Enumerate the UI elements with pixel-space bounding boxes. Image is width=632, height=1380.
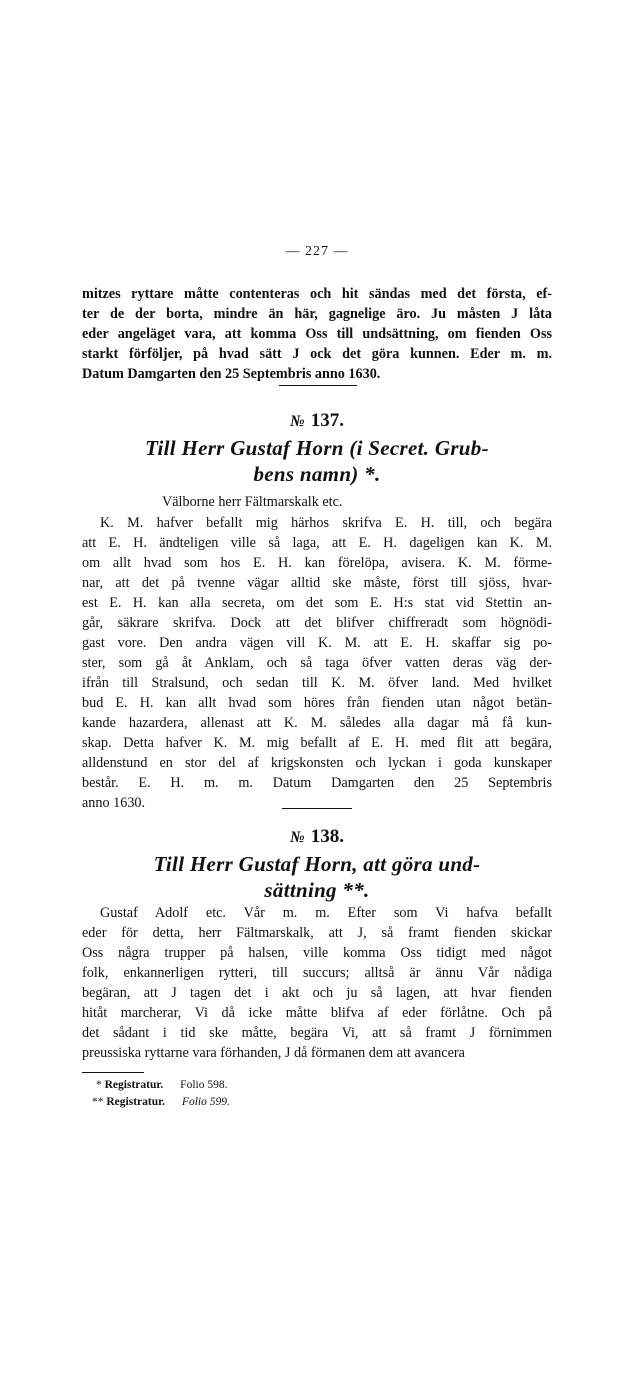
text-line: hitåt marcherar, Vi då icke måtte blifva af eder förlåtne. Och på bbox=[82, 1005, 552, 1021]
text-line: det sådant i tid ske måtte, begära Vi, att så framt J förnimmen bbox=[82, 1025, 552, 1041]
footnote-folio: Folio 598. bbox=[180, 1079, 228, 1091]
letter-138-heading bbox=[82, 851, 552, 903]
text-line: består. E. H. m. m. Datum Damgarten den 25 Septembris bbox=[82, 775, 552, 791]
text-line: ster, som gå åt Anklam, och så taga öfver vatten deras väg der- bbox=[82, 655, 552, 671]
letter-number: 138. bbox=[310, 826, 344, 847]
footnote-divider bbox=[82, 1072, 144, 1073]
heading-line: sättning **. bbox=[264, 878, 370, 902]
letter-137-body bbox=[82, 513, 552, 813]
text-line: anno 1630. bbox=[82, 795, 146, 811]
text-line: Datum Damgarten den 25 Septembris anno 1630. bbox=[82, 366, 381, 382]
letter-137-heading bbox=[82, 435, 552, 487]
text-line: kande hazardera, allenast att K. M. således alla dagar må få kun- bbox=[82, 715, 552, 731]
footnote bbox=[92, 1094, 230, 1111]
numero-sign: № bbox=[290, 829, 305, 846]
text-line: folk, enkannerligen rytteri, till succurs; alltså är ännu Vår nådiga bbox=[82, 965, 552, 981]
text-line: alldenstund en stor del af krigskonsten och lyckan i goda kunskaper bbox=[82, 755, 552, 771]
text-line: eder angeläget vara, att komma Oss till undsättning, om fienden Oss bbox=[82, 326, 552, 342]
text-line: Oss några trupper på halsen, ville komma Oss tidigt med något bbox=[82, 945, 552, 961]
text-line: begäran, att J tagen det i akt och ju så lagen, att hvar fienden bbox=[82, 985, 552, 1001]
text-line: nar, att det på tvenne vägar alltid ske måste, först till sjöss, hvar- bbox=[82, 575, 552, 591]
text-line: att E. H. ändteligen ville så laga, att E. H. dageligen kan K. M. bbox=[82, 535, 552, 551]
text-line: gast vore. Den andra vägen vill K. M. att E. H. skaffar sig po- bbox=[82, 635, 552, 651]
footnote-mark: ** bbox=[92, 1096, 104, 1108]
page-number: — 227 — bbox=[285, 244, 349, 259]
footnote-label: Registratur. bbox=[106, 1096, 166, 1108]
intro-paragraph bbox=[82, 284, 552, 384]
letter-number: 137. bbox=[310, 410, 344, 431]
text-line: går, säkrare skrifva. Dock att det blifver chiffreradt som högnödi- bbox=[82, 615, 552, 631]
footnote-folio: Folio 599. bbox=[181, 1096, 230, 1108]
footnote-label: Registratur. bbox=[104, 1079, 164, 1091]
heading-line: Till Herr Gustaf Horn (i Secret. Grub- bbox=[145, 436, 489, 460]
text-line: bud E. H. kan allt hvad som höres från fienden utan något betän- bbox=[82, 695, 552, 711]
text-line: eder för detta, herr Fältmarskalk, att J, så framt fienden skickar bbox=[82, 925, 552, 941]
text-line: starkt förföljer, på hvad sätt J ock det göra kunnen. Eder m. m. bbox=[82, 346, 552, 362]
section-divider bbox=[282, 808, 352, 809]
footnote bbox=[96, 1077, 227, 1094]
numero-sign: № bbox=[290, 413, 305, 430]
text-line: est E. H. kan alla secreta, om det som E. H:s stat vid Stettin an- bbox=[82, 595, 552, 611]
heading-line: Till Herr Gustaf Horn, att göra und- bbox=[153, 852, 481, 876]
text-line: K. M. hafver befallt mig härhos skrifva E. H. till, och begära bbox=[100, 515, 552, 531]
text-line: ter de der borta, mindre än här, gagnelige äro. Ju måsten J låta bbox=[82, 306, 552, 322]
letter-138-body bbox=[82, 903, 552, 1063]
section-divider bbox=[279, 385, 357, 386]
text-line: ifrån till Stralsund, och sedan till K. M. öfver land. Med hvilket bbox=[82, 675, 552, 691]
footnote-mark: * bbox=[96, 1079, 102, 1091]
letter-137-number bbox=[82, 410, 552, 432]
heading-line: bens namn) *. bbox=[253, 462, 381, 486]
text-line: skap. Detta hafver K. M. mig befallt af E. H. med flit att begära, bbox=[82, 735, 552, 751]
text-line: Gustaf Adolf etc. Vår m. m. Efter som Vi hafva befallt bbox=[100, 905, 552, 921]
text-line: mitzes ryttare måtte contenteras och hit sändas med det första, ef- bbox=[82, 286, 552, 302]
text-line: preussiska ryttarne vara förhanden, J då förmanen dem att avancera bbox=[82, 1045, 465, 1061]
text-line: om allt hvad som hos E. H. kan förelöpa, avisera. K. M. förme- bbox=[82, 555, 552, 571]
salutation: Välborne herr Fältmarskalk etc. bbox=[162, 494, 343, 510]
letter-138-number bbox=[82, 826, 552, 848]
